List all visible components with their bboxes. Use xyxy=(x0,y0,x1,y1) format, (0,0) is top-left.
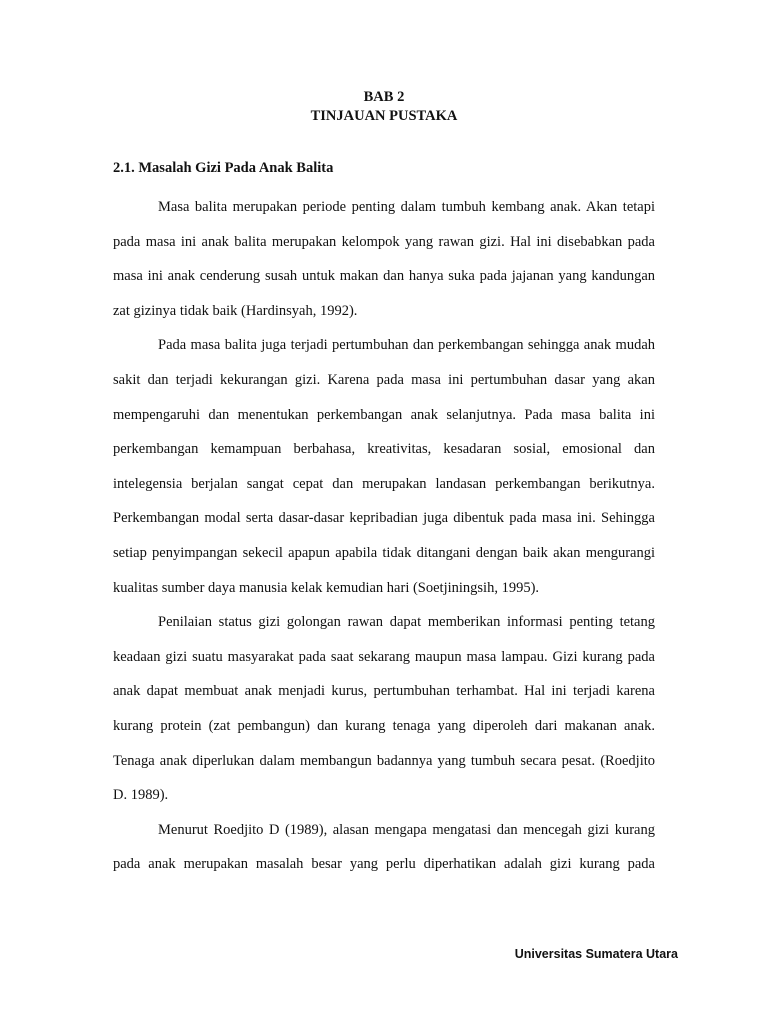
paragraph-2: Pada masa balita juga terjadi pertumbuhan dan perkembangan sehingga anak mudah sakit dan terjadi kekurangan gizi. Karena pada masa ini pertumbuhan dasar yang akan mempengaruhi dan menentukan perkembangan anak selanjutnya. Pada masa balita ini perkembangan kemampuan berbahasa, kreativitas, kesadaran sosial, emosional dan intelegensia berjalan sangat cepat dan merupakan landasan perkembangan berikutnya. Perkembangan modal serta dasar-dasar kepribadian juga dibentuk pada masa ini. Sehingga setiap penyimpangan sekecil apapun apabila tidak ditangani dengan baik akan mengurangi kualitas sumber daya manusia kelak kemudian hari (Soetjiningsih, 1995). xyxy=(113,337,655,596)
body-text xyxy=(113,190,655,882)
paragraph-1: Masa balita merupakan periode penting dalam tumbuh kembang anak. Akan tetapi pada masa ini anak balita merupakan kelompok yang rawan gizi. Hal ini disebabkan pada masa ini anak cenderung susah untuk makan dan hanya suka pada jajanan yang kandungan zat gizinya tidak baik (Hardinsyah, 1992). xyxy=(113,199,655,319)
section-heading: 2.1. Masalah Gizi Pada Anak Balita xyxy=(113,160,334,176)
paragraph-3: Penilaian status gizi golongan rawan dapat memberikan informasi penting tetang keadaan gizi suatu masyarakat pada saat sekarang maupun masa lampau. Gizi kurang pada anak dapat membuat anak menjadi kurus, pertumbuhan terhambat. Hal ini terjadi karena kurang protein (zat pembangun) dan kurang tenaga yang diperoleh dari makanan anak. Tenaga anak diperlukan dalam membangun badannya yang tumbuh secara pesat. (Roedjito D. 1989). xyxy=(113,614,655,804)
footer-institution: Universitas Sumatera Utara xyxy=(514,947,678,961)
paragraph-4: Menurut Roedjito D (1989), alasan mengapa mengatasi dan mencegah gizi kurang pada anak merupakan masalah besar yang perlu diperhatikan adalah gizi kurang pada xyxy=(113,821,655,873)
chapter-label: BAB 2 xyxy=(363,89,405,105)
chapter-title: TINJAUAN PUSTAKA xyxy=(310,108,458,124)
